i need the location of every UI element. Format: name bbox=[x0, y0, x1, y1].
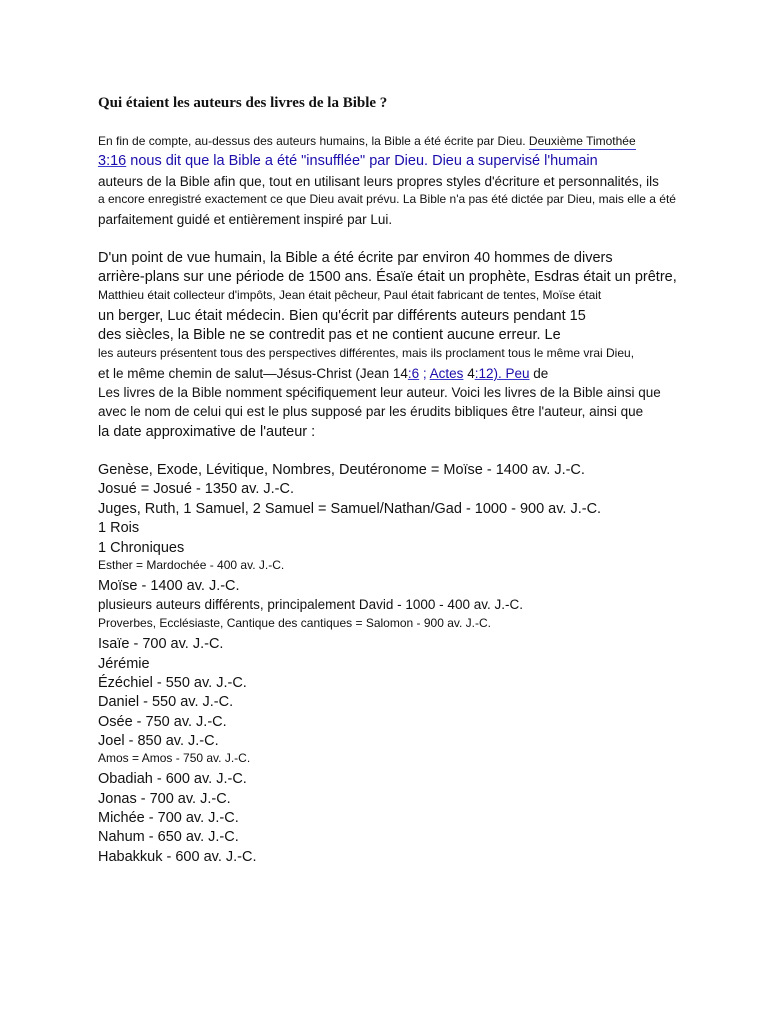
list-item: Josué = Josué - 1350 av. J.-C. bbox=[98, 481, 294, 497]
list-item: plusieurs auteurs différents, principalement David - 1000 - 400 av. J.-C. bbox=[98, 597, 523, 612]
para2-line-2: arrière-plans sur une période de 1500 ans. Ésaïe était un prophète, Esdras était un prêtre, bbox=[98, 269, 677, 285]
para2-line-4: un berger, Luc était médecin. Bien qu'écrit par différents auteurs pendant 15 bbox=[98, 308, 586, 324]
para1-line-2-text: nous dit que la Bible a été "insufflée" par Dieu. Dieu a supervisé l'humain bbox=[126, 153, 598, 169]
list-item: Genèse, Exode, Lévitique, Nombres, Deutéronome = Moïse - 1400 av. J.-C. bbox=[98, 462, 585, 478]
list-item: Juges, Ruth, 1 Samuel, 2 Samuel = Samuel/Nathan/Gad - 1000 - 900 av. J.-C. bbox=[98, 501, 602, 517]
list-item: 1 Rois bbox=[98, 520, 140, 536]
para2-line-3: Matthieu était collecteur d'impôts, Jean était pêcheur, Paul était fabricant de tentes, Moïse était bbox=[98, 288, 602, 302]
list-item: Michée - 700 av. J.-C. bbox=[98, 810, 239, 826]
page-title: Qui étaient les auteurs des livres de la Bible ? bbox=[98, 95, 388, 111]
list-item: Jérémie bbox=[98, 656, 150, 672]
para1-line-1-text: En fin de compte, au-dessus des auteurs humains, la Bible a été écrite par Dieu. bbox=[98, 134, 526, 148]
para2-line-7 bbox=[98, 366, 548, 382]
verse-3-16-link[interactable]: 3:16 bbox=[98, 153, 127, 169]
list-item: Isaïe - 700 av. J.-C. bbox=[98, 636, 224, 652]
list-item: Obadiah - 600 av. J.-C. bbox=[98, 771, 247, 787]
list-item: Jonas - 700 av. J.-C. bbox=[98, 791, 231, 807]
para1-line-3: auteurs de la Bible afin que, tout en utilisant leurs propres styles d'écriture et personnalités, ils bbox=[98, 174, 659, 189]
para1-line-4: a encore enregistré exactement ce que Dieu avait prévu. La Bible n'a pas été dictée par Dieu, mais elle a été bbox=[98, 192, 676, 206]
deuxieme-timothee-link[interactable]: Deuxième Timothée bbox=[528, 134, 636, 148]
para2-line-1: D'un point de vue humain, la Bible a été écrite par environ 40 hommes de divers bbox=[98, 250, 613, 266]
list-item: Osée - 750 av. J.-C. bbox=[98, 714, 227, 730]
para2-line-10: la date approximative de l'auteur : bbox=[98, 424, 316, 440]
verse-separator: ; bbox=[419, 366, 430, 381]
list-item: Nahum - 650 av. J.-C. bbox=[98, 829, 239, 845]
list-item: Joel - 850 av. J.-C. bbox=[98, 733, 219, 749]
list-item: 1 Chroniques bbox=[98, 540, 185, 556]
para2-line-6: les auteurs présentent tous des perspectives différentes, mais ils proclament tous le même vrai Dieu, bbox=[98, 346, 635, 360]
para1-line-5: parfaitement guidé et entièrement inspiré par Lui. bbox=[98, 212, 393, 227]
list-item: Habakkuk - 600 av. J.-C. bbox=[98, 849, 257, 865]
list-item: Amos = Amos - 750 av. J.-C. bbox=[98, 751, 251, 765]
list-item: Proverbes, Ecclésiaste, Cantique des cantiques = Salomon - 900 av. J.-C. bbox=[98, 616, 491, 630]
list-item: Esther = Mardochée - 400 av. J.-C. bbox=[98, 558, 285, 572]
list-item: Daniel - 550 av. J.-C. bbox=[98, 694, 234, 710]
para2-line-7-text: et le même chemin de salut—Jésus-Christ (Jean 14 bbox=[98, 366, 408, 381]
para2-line-9: avec le nom de celui qui est le plus supposé par les érudits bibliques être l'auteur, ainsi que bbox=[98, 404, 644, 419]
para2-line-8: Les livres de la Bible nomment spécifiquement leur auteur. Voici les livres de la Bible ainsi que bbox=[98, 385, 661, 400]
verse-link-jean[interactable]: :6 bbox=[407, 366, 420, 381]
para1-line-2 bbox=[98, 153, 598, 170]
para1-line-1 bbox=[98, 135, 636, 149]
para2-line-7-end: de bbox=[529, 366, 549, 381]
actes-link[interactable]: Actes bbox=[429, 366, 464, 381]
verse-link-actes[interactable]: :12). Peu bbox=[474, 366, 530, 381]
list-item: Moïse - 1400 av. J.-C. bbox=[98, 578, 240, 594]
list-item: Ézéchiel - 550 av. J.-C. bbox=[98, 675, 247, 691]
para2-line-5: des siècles, la Bible ne se contredit pas et ne contient aucune erreur. Le bbox=[98, 327, 561, 343]
actes-chapter: 4 bbox=[463, 366, 475, 381]
